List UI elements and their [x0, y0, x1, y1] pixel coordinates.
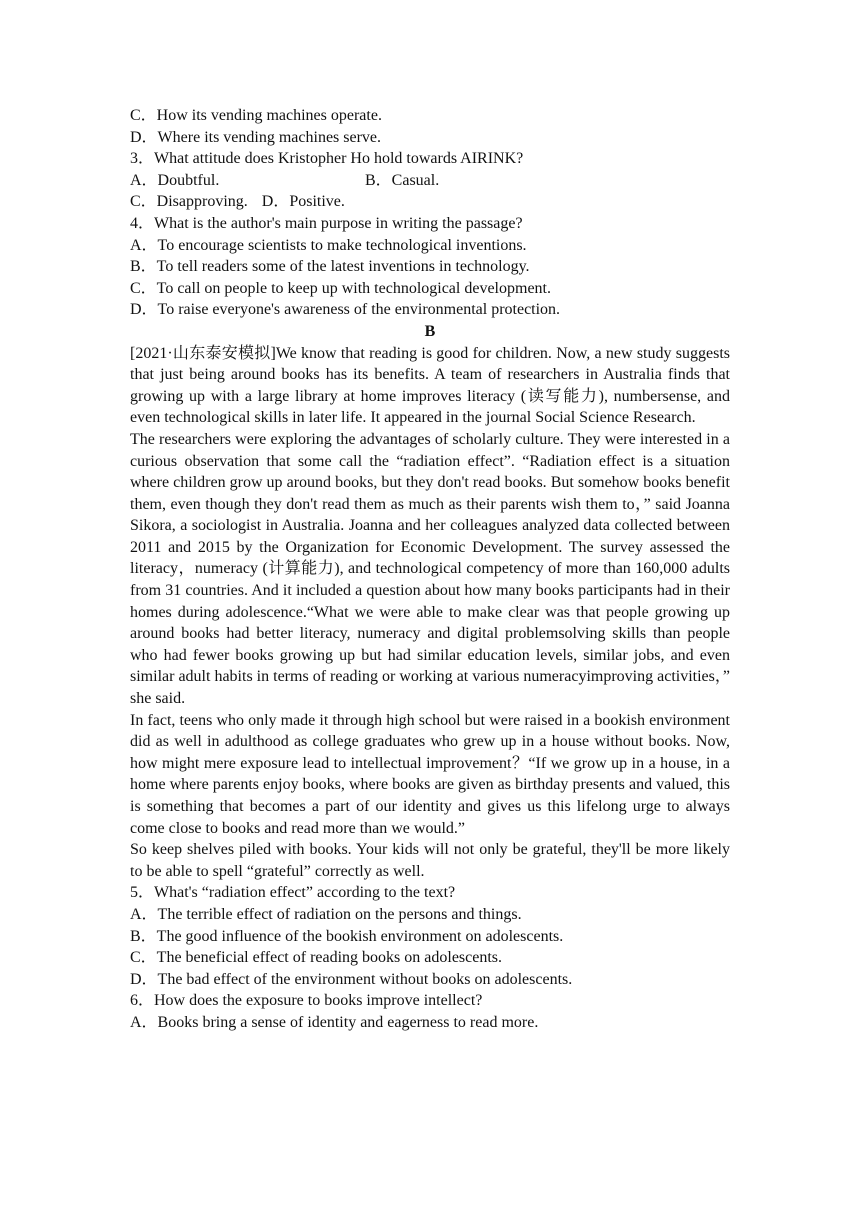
passage-paragraph-1: [2021·山东泰安模拟]We know that reading is good for children. Now, a new study suggests that just being around books has its benefits. A team of researchers in Australia finds that growing up with a large library at home improves literacy (读写能力), numbersense, and even technological skills in later life. It appeared in the journal Social Science Research. [130, 344, 730, 427]
option-a: A．Books bring a sense of identity and eagerness to read more. [130, 1013, 539, 1031]
option-a: A．The terrible effect of radiation on the persons and things. [130, 905, 522, 923]
option-c: C．To call on people to keep up with technological development. [130, 279, 551, 297]
document-content [130, 105, 730, 1034]
option-c: C．The beneficial effect of reading books on adolescents. [130, 949, 503, 967]
passage-paragraph-3: In fact, teens who only made it through high school but were raised in a bookish environment did as well in adulthood as college graduates who grew up in a house without books. Now, how might mere exposure lead to intellectual improvement？“If we grow up in a house, in a home where parents enjoy books, where books are given as birthday presents and valued, this is something that becomes a part of our identity and gives us this lifelong urge to always come close to books and read more than we would.” [130, 711, 730, 837]
option-b: B．The good influence of the bookish environment on adolescents. [130, 927, 564, 945]
section-title: B [424, 322, 436, 340]
question-4: 4．What is the author's main purpose in writing the passage? [130, 214, 523, 232]
option-d: D．Where its vending machines serve. [130, 128, 382, 146]
option-b: B．Casual. [365, 171, 440, 189]
option-c: C．Disapproving. [130, 193, 248, 211]
option-c: C．How its vending machines operate. [130, 107, 382, 124]
passage-paragraph-2: The researchers were exploring the advantages of scholarly culture. They were interested in a curious observation that some call the “radiation effect”. “Radiation effect is a situation where children grow up around books, but they don't read books. But somehow books benefit them, even though they don't read them as much as their parents wish them to，” said Joanna Sikora, a sociologist in Australia. Joanna and her colleagues analyzed data collected between 2011 and 2015 by the Organization for Economic Development. The survey assessed the literacy，numeracy (计算能力), and technological competency of more than 160,000 adults from 31 countries. And it included a question about how many books participants had in their homes during adolescence.“What we were able to make clear was that people growing up around books had better literacy, numeracy and digital problemsolving skills than people who had fewer books growing up but had similar education levels, similar jobs, and even similar adult habits in terms of reading or working at various numeracyimproving activities，” she said. [130, 430, 730, 708]
question-3-options-row-2 [130, 191, 730, 213]
option-a: A．Doubtful. [130, 171, 220, 189]
option-b: B．To tell readers some of the latest inventions in technology. [130, 258, 530, 276]
passage-paragraph-4: So keep shelves piled with books. Your kids will not only be grateful, they'll be more likely to be able to spell “grateful” correctly as well. [130, 841, 730, 880]
question-3: 3．What attitude does Kristopher Ho hold towards AIRINK? [130, 150, 524, 168]
question-5: 5．What's “radiation effect” according to the text? [130, 884, 456, 902]
option-a: A．To encourage scientists to make technological inventions. [130, 236, 527, 254]
option-d: D．The bad effect of the environment without books on adolescents. [130, 970, 573, 988]
option-d: D．To raise everyone's awareness of the environmental protection. [130, 301, 561, 319]
question-6: 6．How does the exposure to books improve intellect? [130, 992, 483, 1010]
question-3-options-row-1 [130, 170, 730, 192]
option-d: D．Positive. [261, 193, 345, 211]
